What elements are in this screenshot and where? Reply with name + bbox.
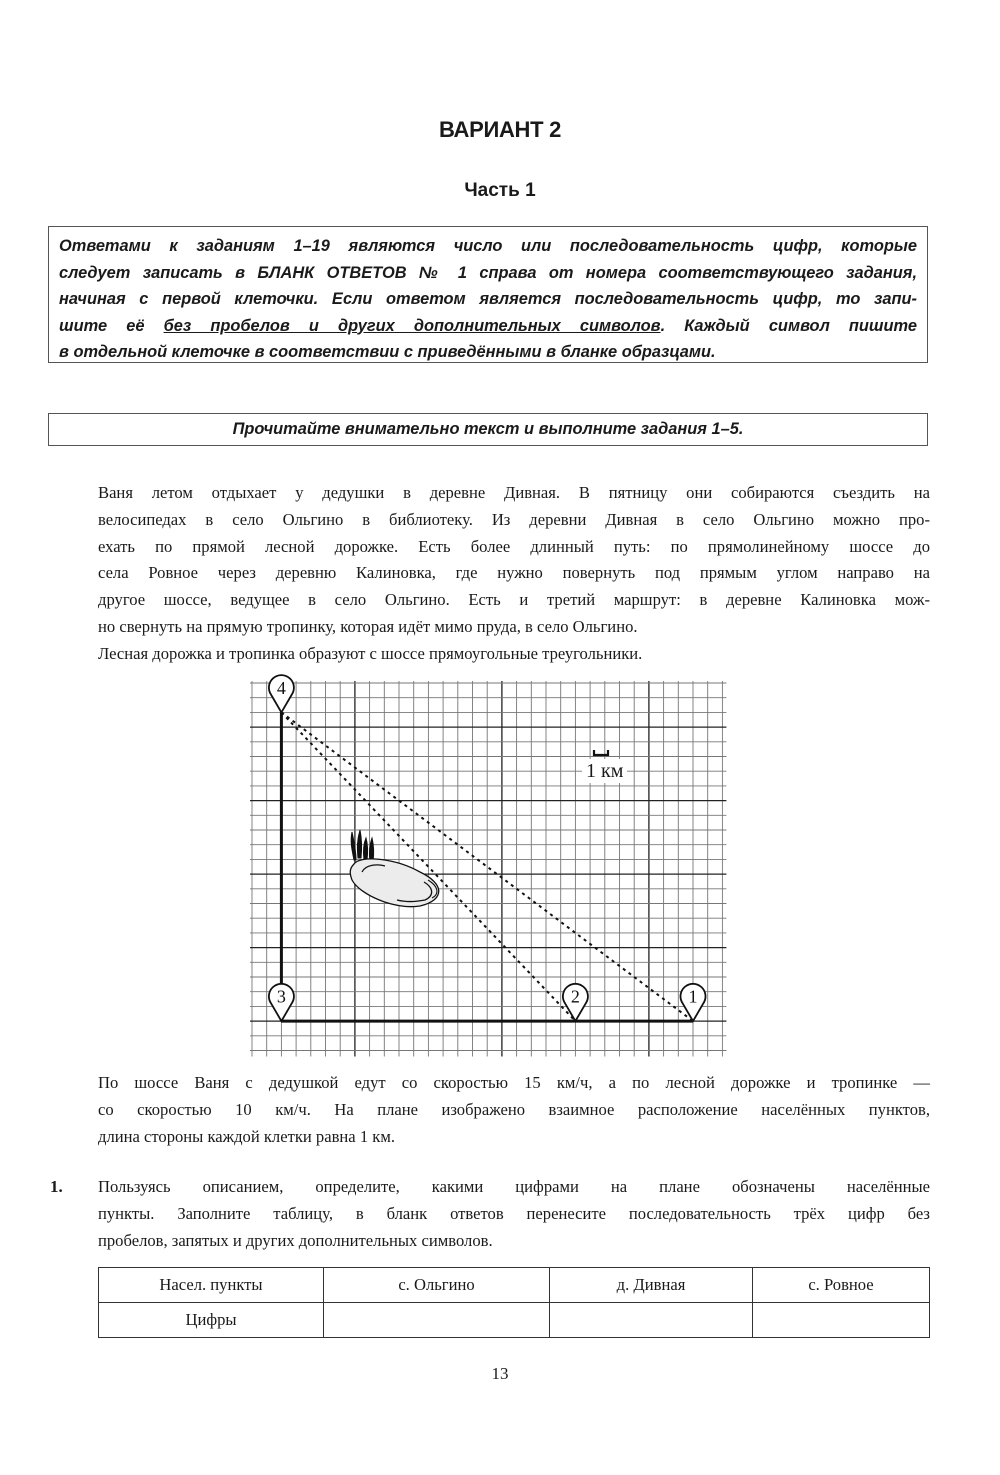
conditions-line: со скоростью 10 км/ч. На плане изображено взаимное расположение населённых пунктов,: [98, 1099, 930, 1119]
story-line: ехать по прямой лесной дорожке. Есть более длинный путь: по прямолинейному шоссе до: [98, 536, 930, 556]
map-marker-4: [269, 675, 294, 712]
instructions-text: . Каждый символ пишите: [660, 316, 917, 335]
table-header-cell: д. Дивная: [550, 1268, 753, 1303]
story-line: но свернуть на прямую тропинку, которая идёт мимо пруда, в село Ольгино.: [98, 616, 638, 636]
variant-title: ВАРИАНТ 2: [438, 117, 562, 142]
instructions-line: начиная с первой клеточки. Если ответом является последовательность цифр, то запи-: [59, 290, 917, 308]
instructions-underlined: без пробелов и других дополнительных символов: [163, 316, 661, 335]
read-prompt-box: Прочитайте внимательно текст и выполните задания 1–5.: [48, 413, 928, 446]
map-marker-2: [563, 984, 588, 1021]
answer-cell-olgino[interactable]: [324, 1303, 550, 1338]
map-marker-label: 1: [688, 986, 698, 1007]
question-line: пробелов, запятых и других дополнительных символов.: [98, 1230, 493, 1250]
scale-label: 1 км: [582, 759, 627, 783]
answer-table: [98, 1267, 930, 1338]
map-marker-label: 3: [276, 986, 286, 1007]
story-line: Лесная дорожка и тропинка образуют с шоссе прямоугольные треугольники.: [98, 643, 643, 663]
map-marker-label: 2: [570, 986, 580, 1007]
story-line: другое шоссе, ведущее в село Ольгино. Есть и третий маршрут: в деревне Калиновка мож-: [98, 590, 930, 610]
question-line: Пользуясь описанием, определите, какими цифрами на плане обозначены населённые: [98, 1177, 930, 1196]
conditions-line: По шоссе Ваня с дедушкой едут со скоростью 15 км/ч, а по лесной дорожке и тропинке —: [98, 1073, 930, 1092]
instructions-line: Ответами к заданиям 1–19 являются число или последовательность цифр, которые: [59, 237, 917, 255]
instructions-line: следует записать в БЛАНК ОТВЕТОВ № 1 справа от номера соответствующего задания,: [59, 263, 917, 282]
story-line: села Ровное через деревню Калиновка, где нужно повернуть под прямым углом направо на: [98, 563, 930, 583]
pond-icon: [350, 830, 438, 907]
question-number: 1.: [50, 1177, 63, 1196]
table-row: [99, 1303, 930, 1338]
table-header-cell: с. Ровное: [753, 1268, 930, 1303]
instructions-line: в отдельной клеточке в соответствии с приведёнными в бланке образцами.: [59, 343, 716, 361]
table-header-cell: Насел. пункты: [99, 1268, 324, 1303]
table-header-row: [99, 1268, 930, 1303]
table-row-label: Цифры: [99, 1303, 324, 1338]
table-header-cell: с. Ольгино: [324, 1268, 550, 1303]
answer-cell-rovnoe[interactable]: [753, 1303, 930, 1338]
question-text: [98, 1174, 930, 1254]
scale-bar: [594, 750, 608, 755]
answer-cell-divnaya[interactable]: [550, 1303, 753, 1338]
story-line: велосипедах в село Ольгино в библиотеку. Из деревни Дивная в село Ольгино можно про-: [98, 509, 930, 529]
part-title: Часть 1: [464, 180, 536, 201]
conditions-line: длина стороны каждой клетки равна 1 км.: [98, 1126, 395, 1146]
map-marker-label: 4: [276, 677, 286, 698]
story-line: Ваня летом отдыхает у дедушки в деревне Дивная. В пятницу они собираются съездить на: [98, 483, 930, 502]
question-line: пункты. Заполните таблицу, в бланк ответов перенесите последовательность трёх цифр без: [98, 1203, 930, 1223]
conditions-text: [98, 1070, 930, 1150]
page-number: 13: [491, 1364, 509, 1383]
instructions-text: шите её: [59, 316, 164, 335]
map-marker-3: [269, 984, 294, 1021]
